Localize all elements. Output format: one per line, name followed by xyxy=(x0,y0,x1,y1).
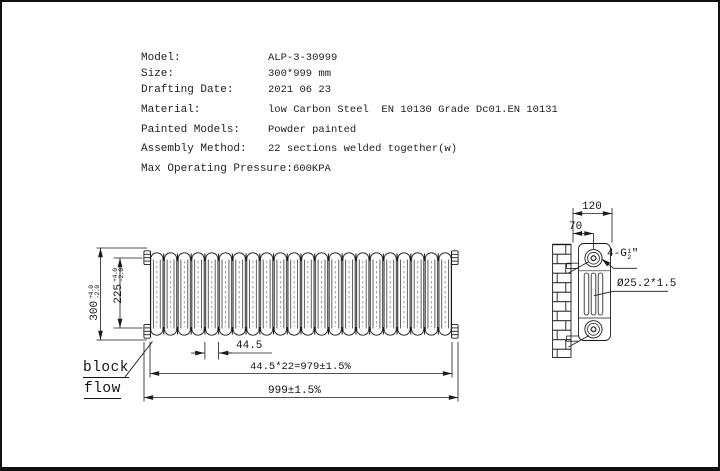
spec-value-size: 300*999 mm xyxy=(268,68,332,80)
tube-spec: Ø25.2*1.5 xyxy=(617,277,677,290)
dim-height-overall xyxy=(89,273,101,333)
tapping-boss-left-top xyxy=(144,251,151,265)
spec-label-assembly-method: Assembly Method: xyxy=(141,143,247,155)
spec-label-material: Material: xyxy=(141,104,201,116)
dim-height-centers xyxy=(113,256,125,316)
tapping-leader xyxy=(602,259,638,269)
dim-height-overall-tolerance xyxy=(89,285,101,299)
spec-value-painted-models: Powder painted xyxy=(268,124,357,136)
dim-section-pitch: 44.5 xyxy=(236,339,263,352)
dim-length-overall: 999±1.5% xyxy=(268,385,321,397)
tapping-spec-suffix: " xyxy=(631,248,639,260)
spec-value-material: low Carbon Steel EN 10130 Grade Dc01.EN 10131 xyxy=(268,104,558,116)
spec-label-painted-models: Painted Models: xyxy=(141,124,241,136)
tapping-spec-prefix: 4-G xyxy=(607,248,627,260)
tol-plus: +4.0 xyxy=(88,285,95,299)
spec-label-drafting-date: Drafting Date: xyxy=(141,84,234,96)
spec-label-max-pressure: Max Operating Pressure: xyxy=(141,163,293,175)
tol-plus: +4.0 xyxy=(112,268,119,282)
annotation-flow-text: flow xyxy=(84,381,121,397)
tol-minus: -2.0 xyxy=(94,285,101,299)
spec-label-size: Size: xyxy=(141,68,175,80)
tapping-boss-right-top xyxy=(452,251,459,265)
dim-height-overall-value: 300 xyxy=(88,300,101,321)
radiator-side-body xyxy=(579,244,611,341)
spec-label-model: Model: xyxy=(141,52,181,64)
spec-value-model: ALP-3-30999 xyxy=(268,52,338,64)
frac-numerator: 1 xyxy=(627,248,632,255)
annotation-block xyxy=(83,361,129,376)
annotation-flow xyxy=(84,382,121,397)
dim-sections-formula: 44.5*22=979±1.5% xyxy=(250,361,351,373)
tapping-boss-right-bottom xyxy=(452,324,459,338)
dim-depth: 120 xyxy=(582,200,602,213)
dim-height-centers-value: 225 xyxy=(112,283,125,304)
side-tapping-top xyxy=(585,250,602,267)
tapping-spec-fraction xyxy=(627,249,631,260)
tube-spec-leader xyxy=(594,291,668,296)
spec-value-max-pressure: 600KPA xyxy=(293,163,331,175)
block-flow-leader xyxy=(125,342,153,378)
radiator-sections xyxy=(150,248,452,340)
spec-value-assembly-method: 22 sections welded together(w) xyxy=(268,143,458,155)
annotation-block-text: block xyxy=(83,360,130,376)
dim-tapping-offset: 70 xyxy=(569,220,583,233)
tol-minus: -2.0 xyxy=(118,268,125,282)
dim-70-lines xyxy=(573,234,594,250)
dim-height-centers-tolerance xyxy=(113,268,125,282)
frac-denominator: 2 xyxy=(627,253,632,261)
wall-section xyxy=(553,244,571,357)
tapping-boss-left-bottom xyxy=(144,324,151,338)
tapping-spec xyxy=(607,249,638,260)
side-tapping-bottom xyxy=(585,321,602,338)
spec-value-drafting-date: 2021 06 23 xyxy=(268,84,332,96)
